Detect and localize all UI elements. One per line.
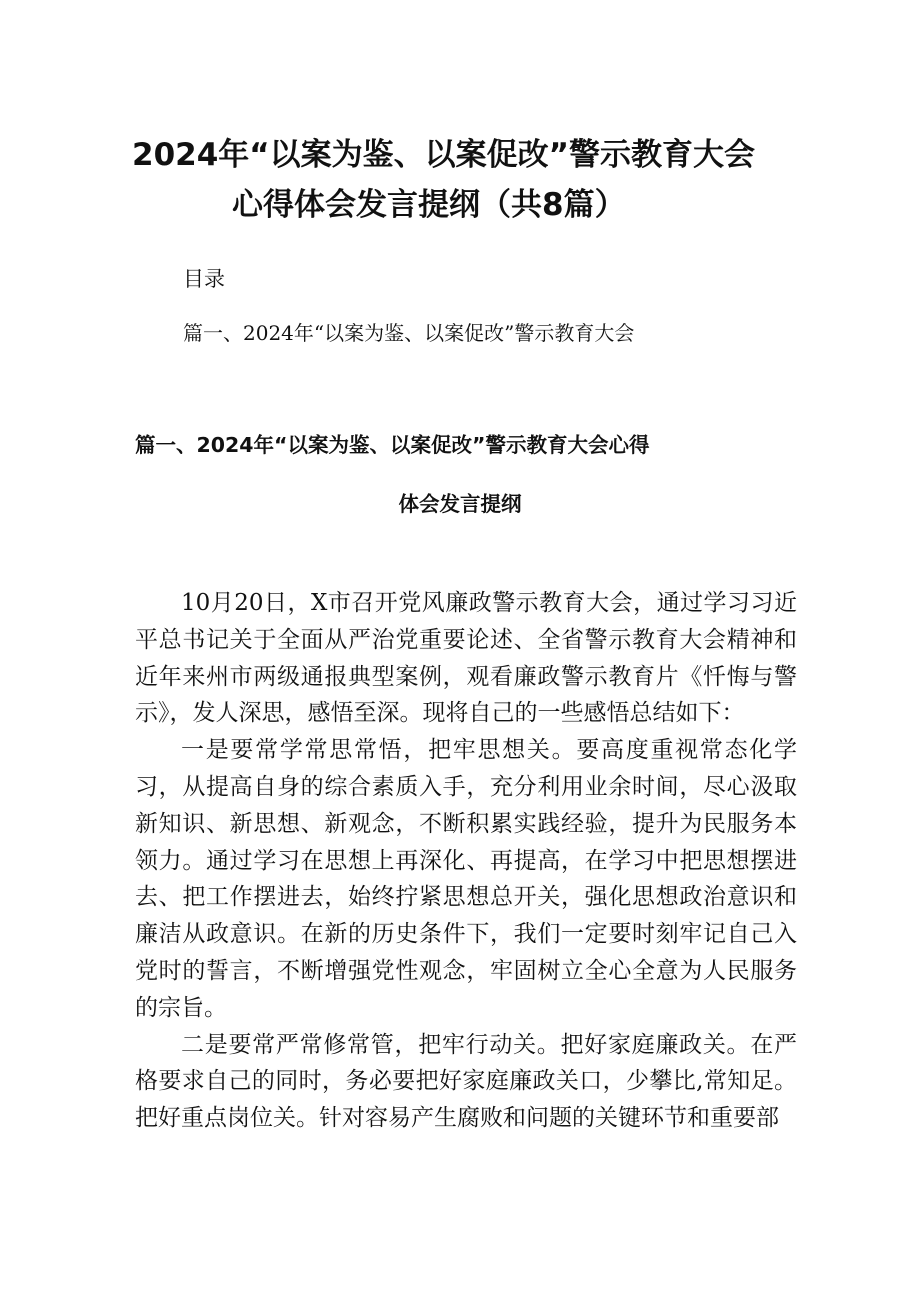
section-body [135, 585, 797, 1137]
document-title-line-1: 2024年“以案为鉴、以案促改”警示教育大会 [132, 137, 756, 173]
body-paragraph: 10月20日，X市召开党风廉政警示教育大会，通过学习习近平总书记关于全面从严治党重要论述、全省警示教育大会精神和近年来州市两级通报典型案例，观看廉政警示教育片《忏悔与警示》，发人深思，感悟至深。现将自己的一些感悟总结如下： [135, 590, 797, 727]
toc-heading: 目录 [183, 267, 225, 291]
document-title [120, 130, 800, 230]
section-subtitle: 体会发言提纲 [398, 492, 522, 516]
body-paragraph: 一是要常学常思常悟，把牢思想关。要高度重视常态化学习，从提高自身的综合素质入手，充分利用业余时间，尽心汲取新知识、新思想、新观念，不断积累实践经验，提升为民服务本领力。通过学习在思想上再深化、再提高，在学习中把思想摆进去、把工作摆进去，始终拧紧思想总开关，强化思想政治意识和廉洁从政意识。在新的历史条件下，我们一定要时刻牢记自己入党时的誓言，不断增强党性观念，牢固树立全心全意为人民服务的宗旨。 [135, 737, 797, 1021]
body-paragraph: 二是要常严常修常管，把牢行动关。把好家庭廉政关。在严格要求自己的同时，务必要把好家庭廉政关口，少攀比,常知足。把好重点岗位关。针对容易产生腐败和问题的关键环节和重要部 [135, 1031, 797, 1132]
document-title-line-2: 心得体会发言提纲（共8篇） [232, 187, 626, 223]
toc-item[interactable]: 篇一、2024年“以案为鉴、以案促改”警示教育大会 [183, 321, 635, 345]
section-title: 篇一、2024年“以案为鉴、以案促改”警示教育大会心得 [135, 433, 650, 457]
